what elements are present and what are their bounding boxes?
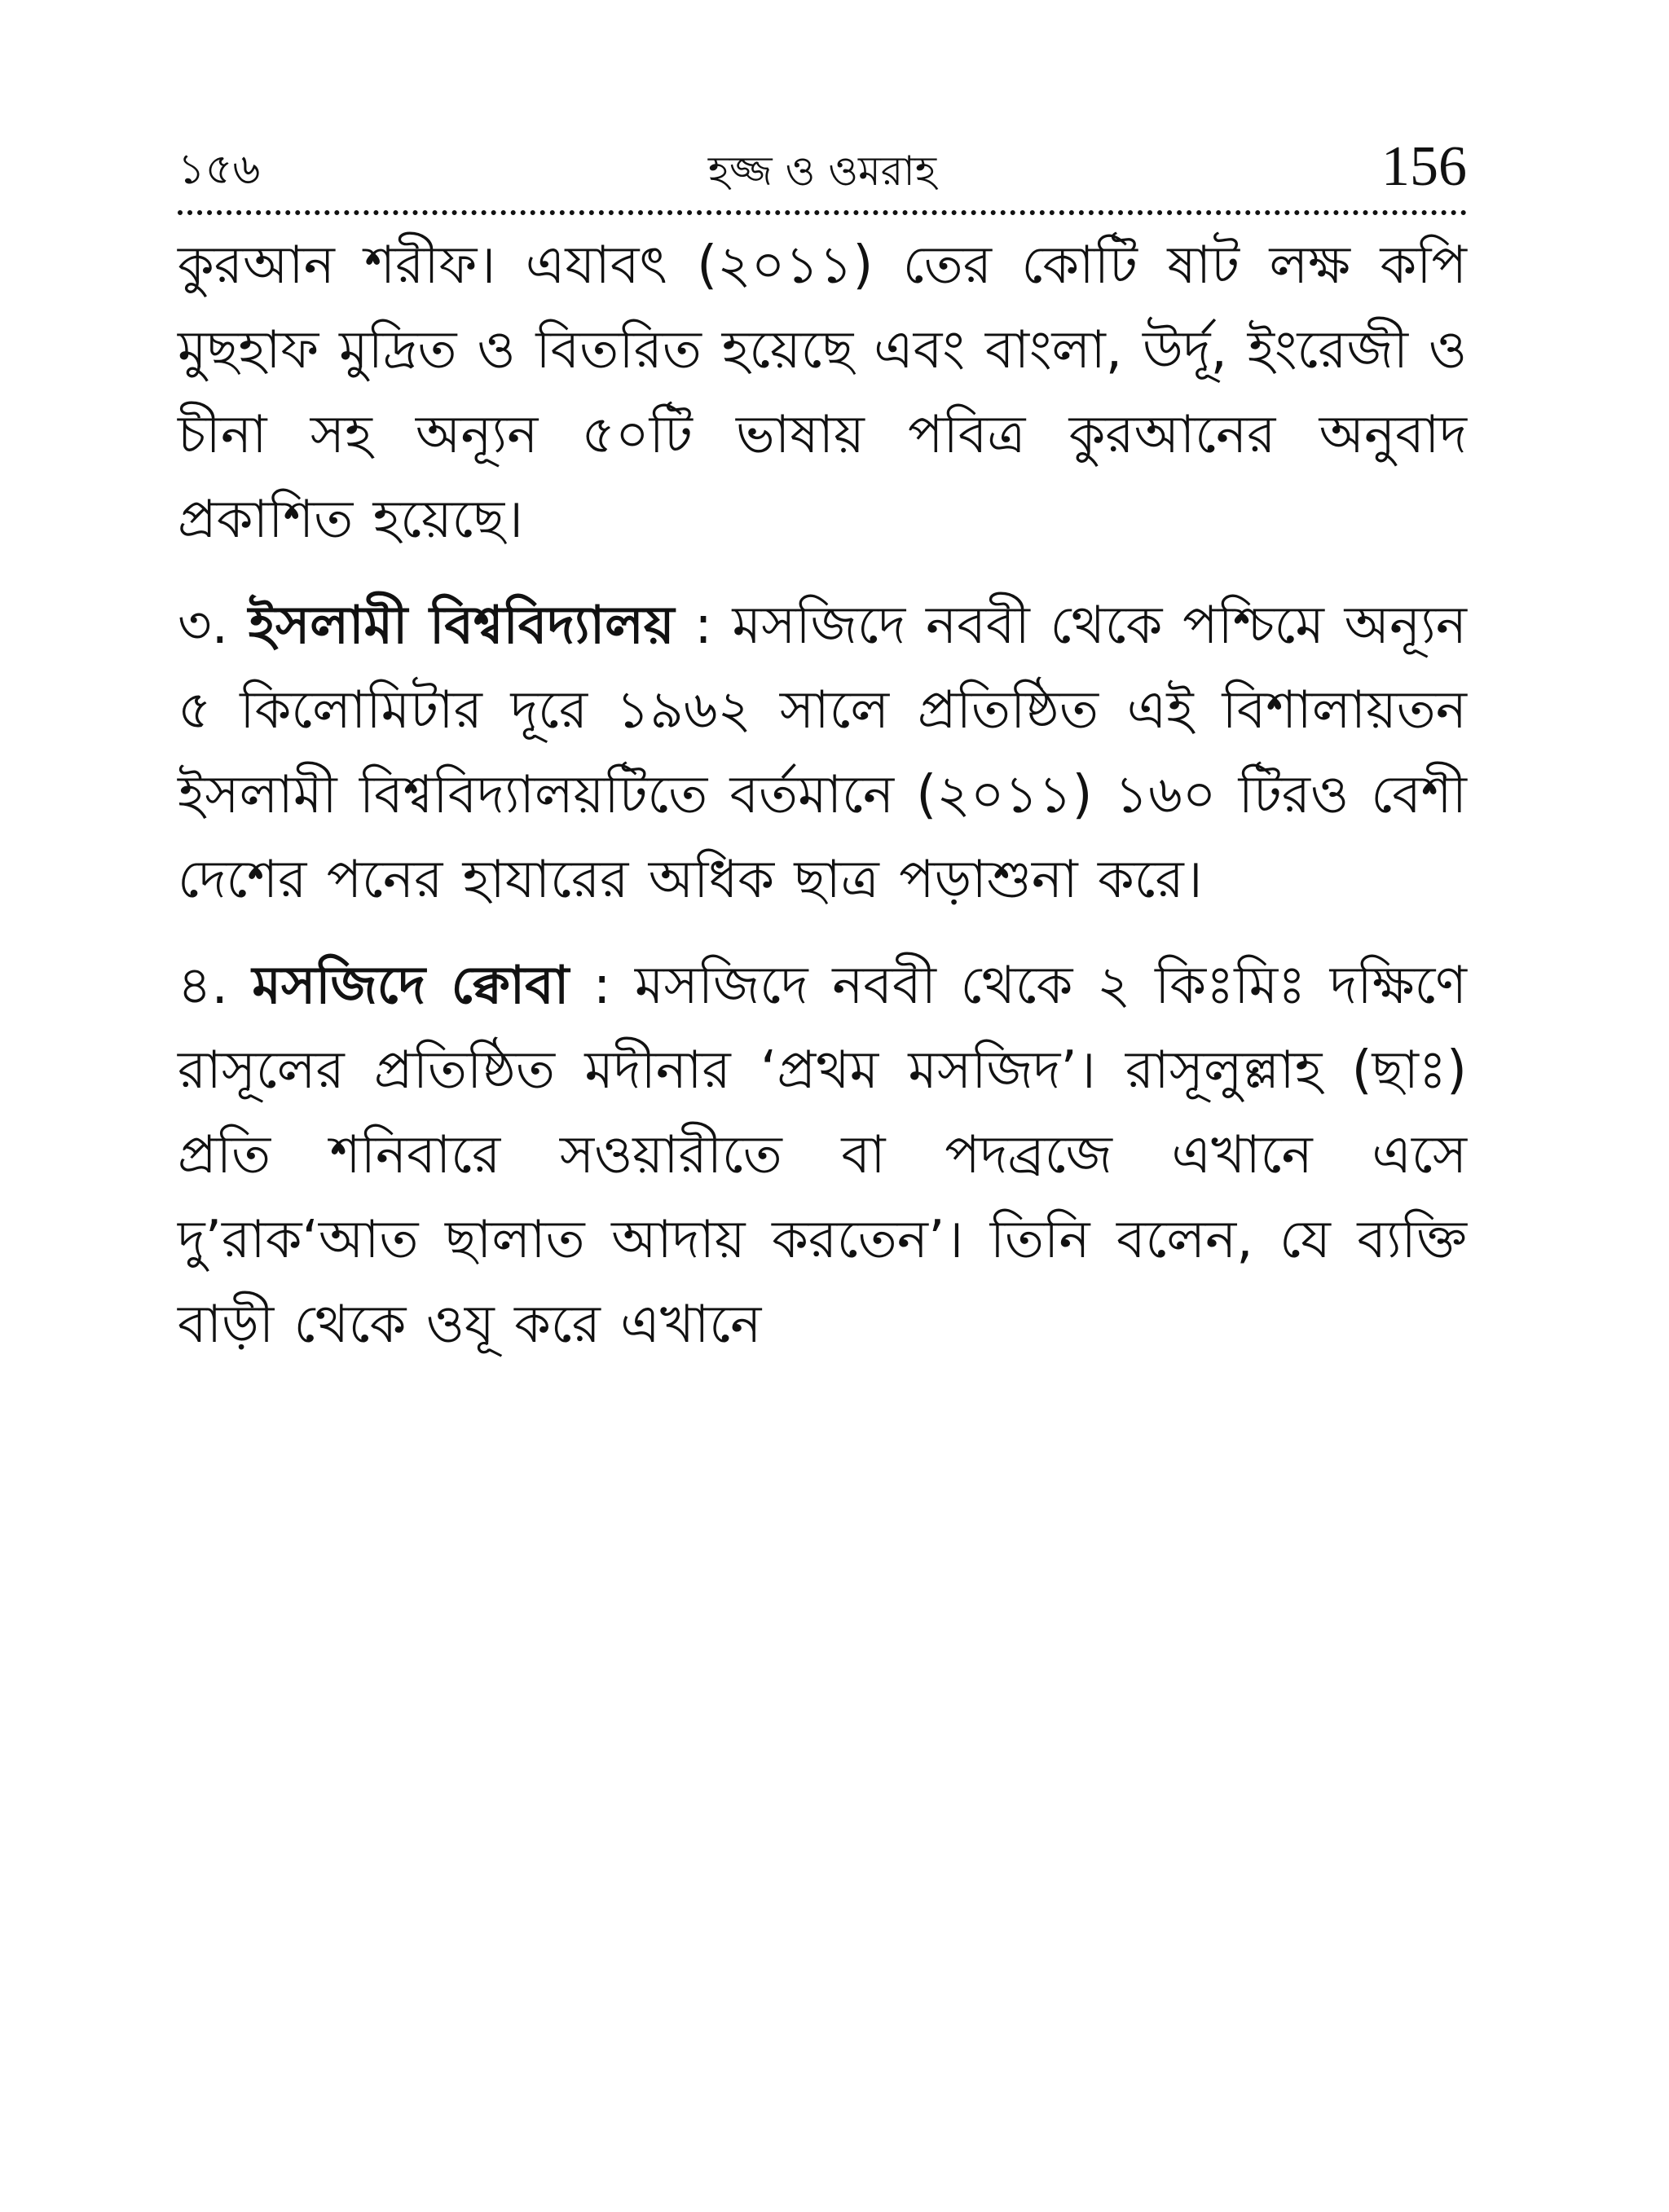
paragraph-text: কুরআন শরীফ। এযাবৎ (২০১১) তের কোটি ষাট লক্ষ কপি মুছহাফ মুদ্রিত ও বিতরিত হয়েছে এবং বাংলা, উর্দূ, ইংরেজী ও চীনা সহ অন্যূন ৫০টি ভাষায় পবিত্র কুরআনের অনুবাদ প্রকাশিত হয়েছে। (178, 235, 1467, 550)
paragraph-text: : মসজিদে নববী থেকে ২ কিঃমিঃ দক্ষিণে রাসূলের প্রতিষ্ঠিত মদীনার ‘প্রথম মসজিদ’। রাসূলুল্লাহ (ছাঃ) প্রতি শনিবারে সওয়ারীতে বা পদব্রজে এখানে এসে দু’রাক‘আত ছালাত আদায় করতেন’। তিনি বলেন, যে ব্যক্তি বাড়ী থেকে ওযূ করে এখানে (178, 956, 1467, 1355)
paragraph-masjid-quba (178, 943, 1467, 1367)
item-heading: মসজিদে ক্বোবা (252, 956, 570, 1016)
paragraph-text: : মসজিদে নববী থেকে পশ্চিমে অন্যূন ৫ কিলোমিটার দূরে ১৯৬২ সালে প্রতিষ্ঠিত এই বিশালায়তন ইসলামী বিশ্ববিদ্যালয়টিতে বর্তমানে (২০১১) ১৬০ টিরও বেশী দেশের পনের হাযারের অধিক ছাত্র পড়াশুনা করে। (178, 596, 1467, 910)
document-page (178, 135, 1467, 1388)
page-number-bengali: ১৫৬ (178, 145, 261, 194)
item-heading: ইসলামী বিশ্ববিদ্যালয় (248, 596, 675, 656)
item-number: ৩. (178, 596, 249, 656)
header-dotted-divider (178, 210, 1467, 215)
book-title: হজ্জ ও ওমরাহ (707, 147, 937, 195)
page-number: 156 (1381, 135, 1467, 198)
paragraph-quran-printing (178, 223, 1467, 562)
paragraph-islamic-university (178, 583, 1467, 922)
page-header (178, 135, 1467, 205)
item-number: ৪. (178, 956, 253, 1016)
